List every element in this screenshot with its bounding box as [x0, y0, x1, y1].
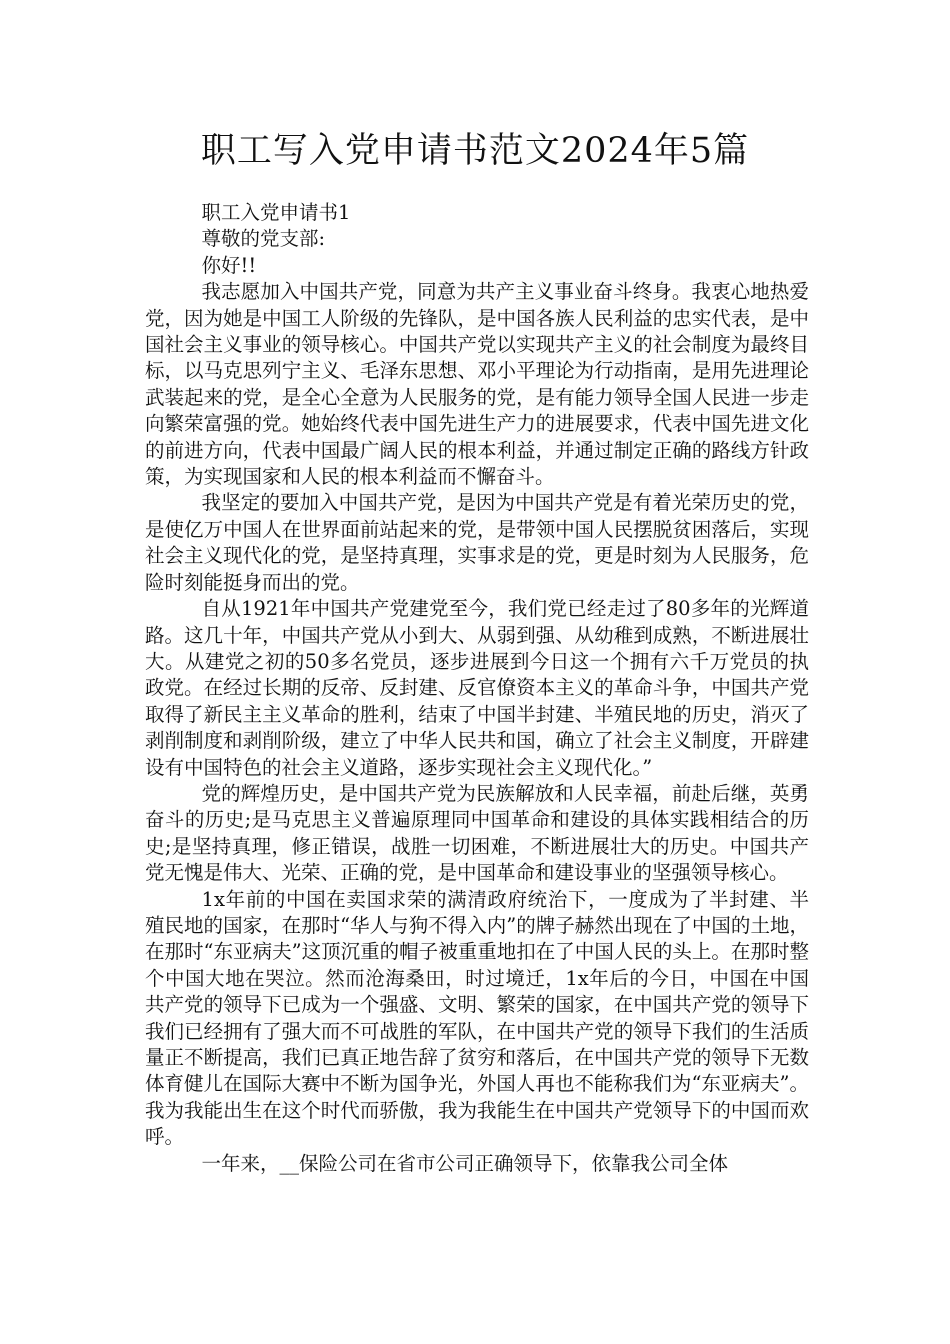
body-paragraph: 党的辉煌历史，是中国共产党为民族解放和人民幸福，前赴后继，英勇奋斗的历史;是马克思主义普遍原理同中国革命和建设的具体实践相结合的历史;是坚持真理，修正错误，战胜一切困难，不断进展壮大的历史。中国共产党无愧是伟大、光荣、正确的党，是中国革命和建设事业的坚强领导核心。 [145, 781, 809, 885]
document-title: 职工写入党申请书范文2024年5篇 [200, 131, 750, 171]
section-heading: 职工入党申请书1 [201, 201, 351, 224]
salutation: 尊敬的党支部: [201, 227, 326, 251]
body-paragraph: 1x年前的中国在卖国求荣的满清政府统治下，一度成为了半封建、半殖民地的国家，在那时“华人与狗不得入内”的牌子赫然出现在了中国的土地，在那时“东亚病夫”这顶沉重的帽子被重重地扣在了中国人民的头上。在那时整个中国大地在哭泣。然而沧海桑田，时过境迁，1x年后的今日，中国在中国共产党的领导下已成为一个强盛、文明、繁荣的国家，在中国共产党的领导下我们已经拥有了强大而不可战胜的军队，在中国共产党的领导下我们的生活质量正不断提高，我们已真正地告辞了贫穷和落后，在中国共产党的领导下无数体育健儿在国际大赛中不断为国争光，外国人再也不能称我们为“东亚病夫”。我为我能出生在这个时代而骄傲，我为我能生在中国共产党领导下的中国而欢呼。 [145, 887, 809, 1149]
document-body [145, 200, 809, 1177]
body-paragraph: 我志愿加入中国共产党，同意为共产主义事业奋斗终身。我衷心地热爱党，因为她是中国工人阶级的先锋队，是中国各族人民利益的忠实代表，是中国社会主义事业的领导核心。中国共产党以实现共产主义的社会制度为最终目标，以马克思列宁主义、毛泽东思想、邓小平理论为行动指南，是用先进理论武装起来的党，是全心全意为人民服务的党，是有能力领导全国人民进一步走向繁荣富强的党。她始终代表中国先进生产力的进展要求，代表中国先进文化的前进方向，代表中国最广阔人民的根本利益，并通过制定正确的路线方针政策，为实现国家和人民的根本利益而不懈奋斗。 [145, 280, 809, 489]
body-paragraph: 我坚定的要加入中国共产党，是因为中国共产党是有着光荣历史的党，是使亿万中国人在世界面前站起来的党，是带领中国人民摆脱贫困落后，实现社会主义现代化的党，是坚持真理，实事求是的党，更是时刻为人民服务，危险时刻能挺身而出的党。 [145, 491, 809, 594]
body-paragraph: 自从1921年中国共产党建党至今，我们党已经走过了80多年的光辉道路。这几十年，中国共产党从小到大、从弱到强、从幼稚到成熟，不断进展壮大。从建党之初的50多名党员，逐步进展到今日这一个拥有六千万党员的执政党。在经过长期的反帝、反封建、反官僚资本主义的革命斗争，中国共产党取得了新民主主义革命的胜利，结束了中国半封建、半殖民地的历史，消灭了剥削制度和剥削阶级，建立了中华人民共和国，确立了社会主义制度，开辟建设有中国特色的社会主义道路，逐步实现社会主义现代化。” [145, 597, 809, 779]
greeting: 你好!! [201, 253, 257, 277]
body-paragraph: 一年来，__保险公司在省市公司正确领导下，依靠我公司全体 [201, 1151, 729, 1175]
